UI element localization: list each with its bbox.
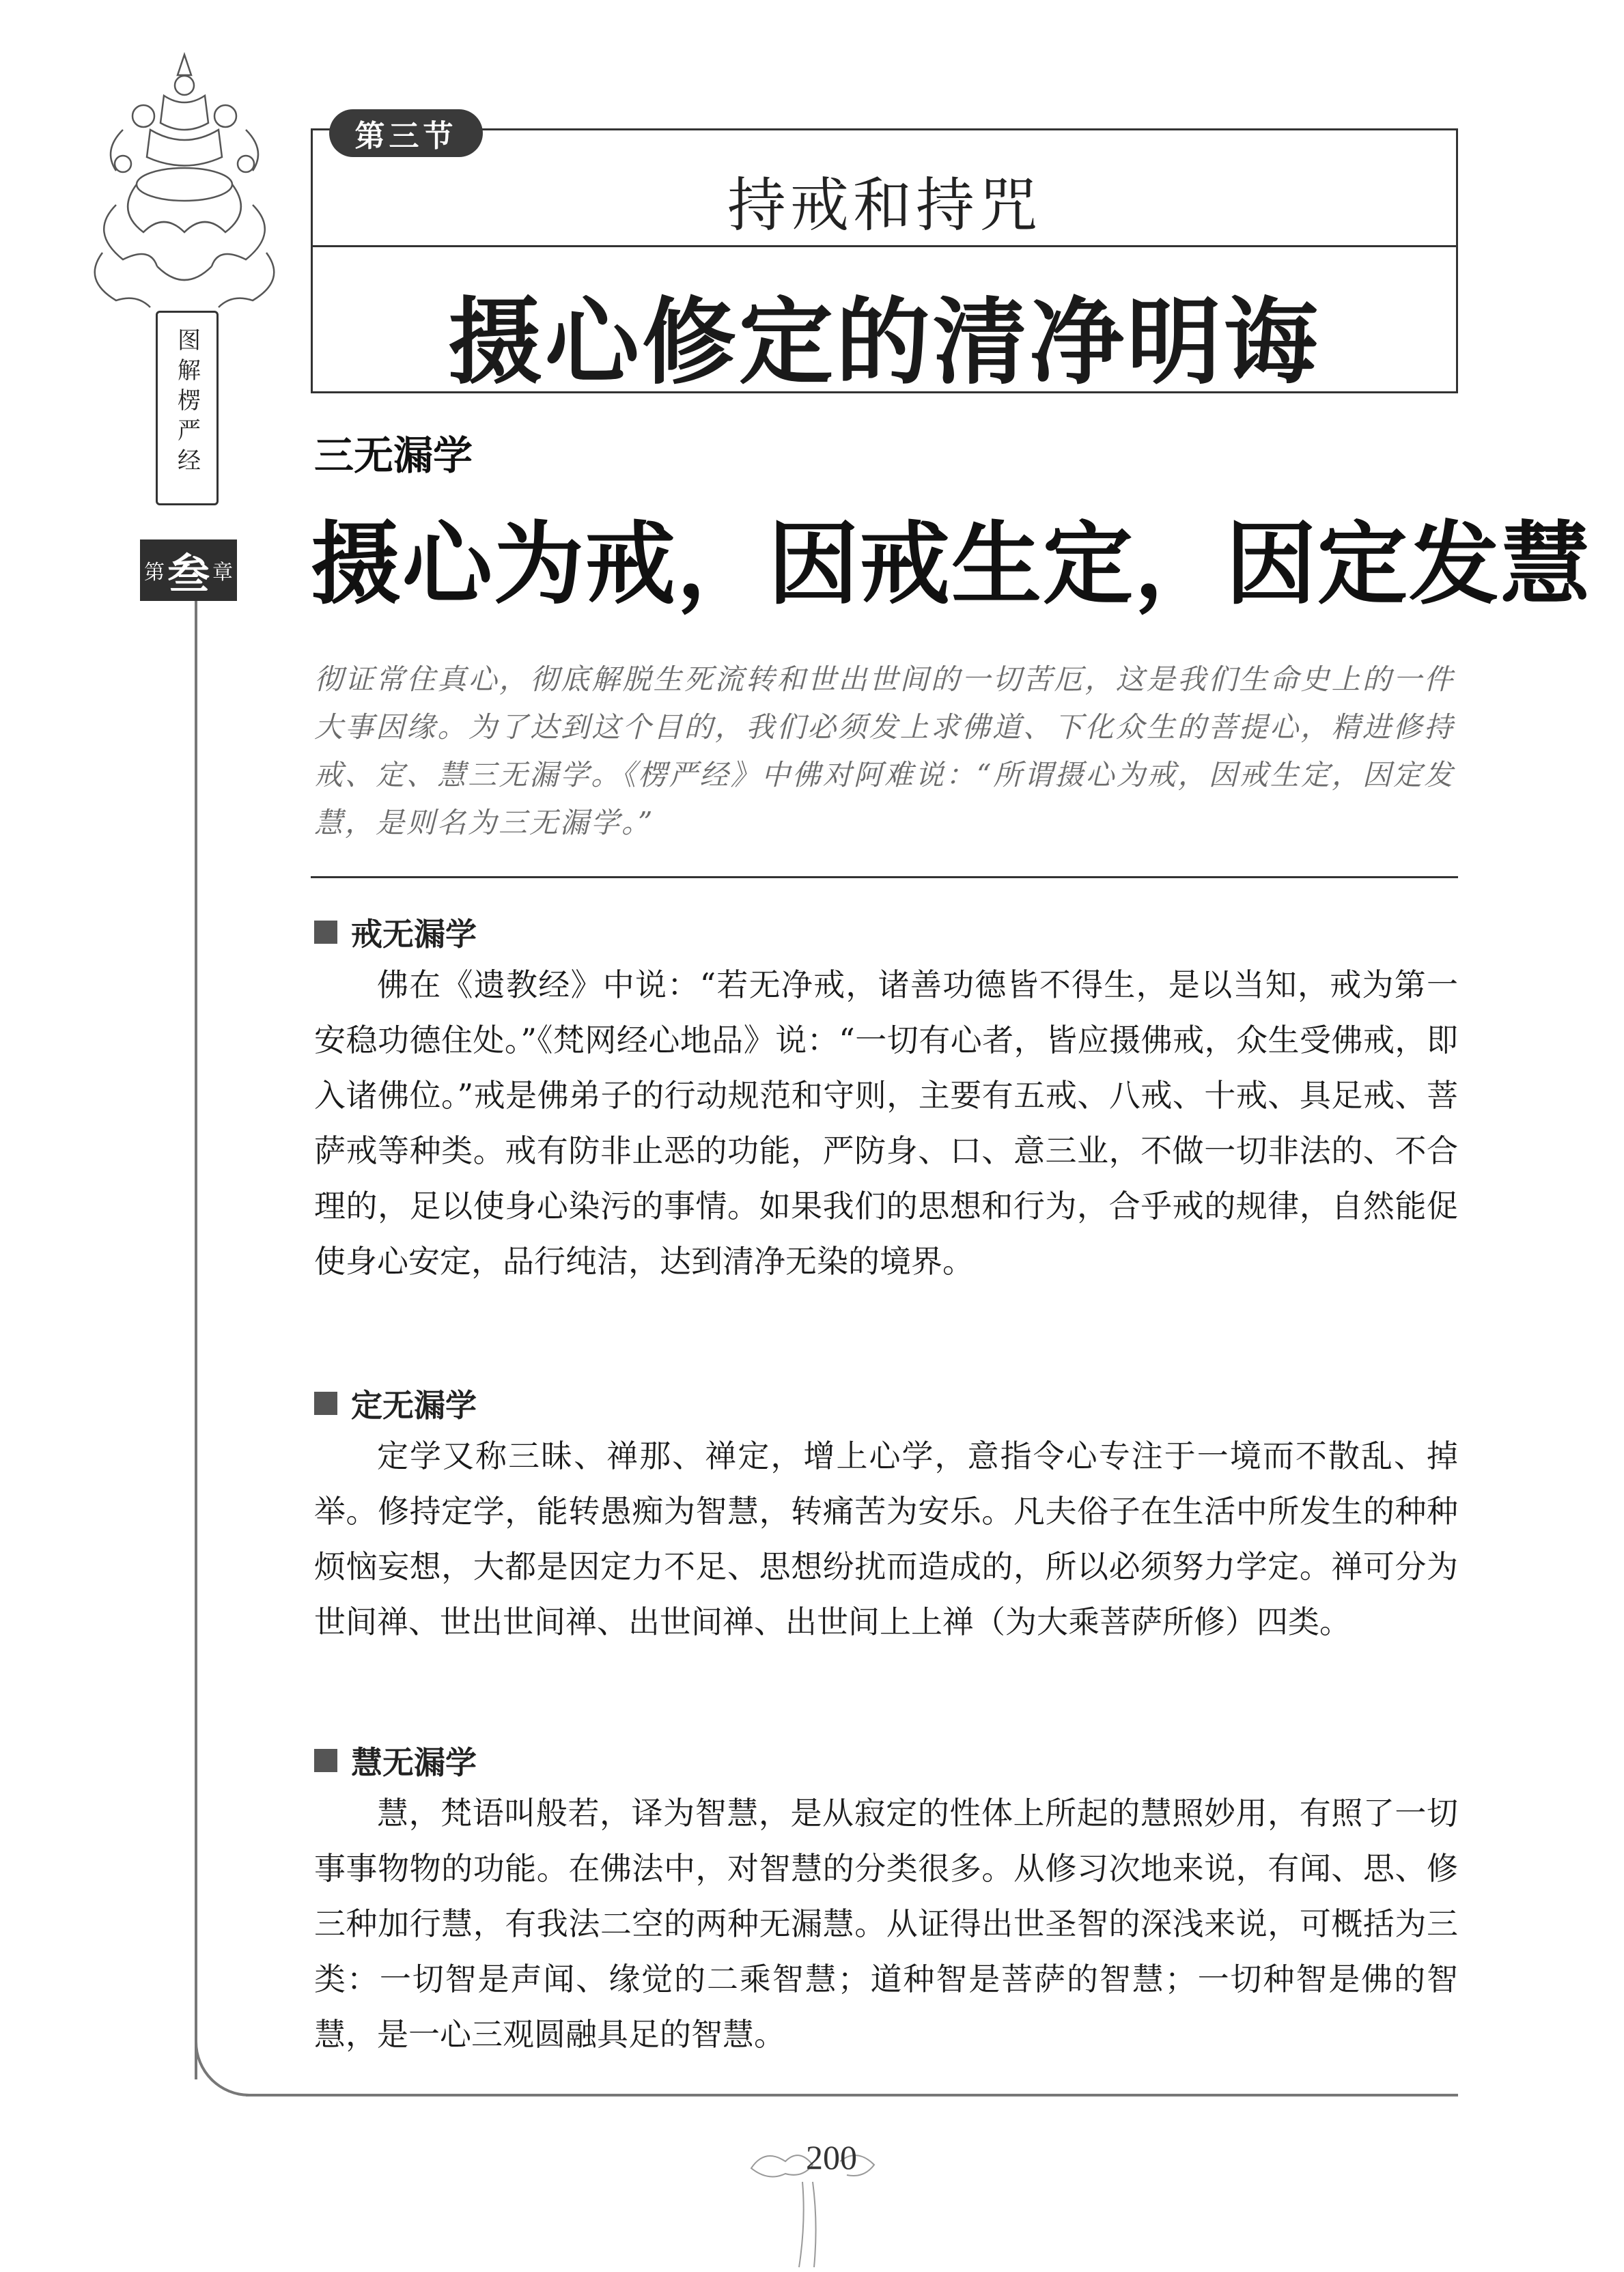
section-heading-text: 定无漏学 xyxy=(351,1387,477,1424)
margin-corner xyxy=(195,2021,249,2096)
square-bullet-icon xyxy=(314,1392,337,1415)
intro-paragraph: 彻证常住真心，彻底解脱生死流转和世出世间的一切苦厄，这是我们生命史上的一件大事因缘。为了达到这个目的，我们必须发上求佛道、下化众生的菩提心，精进修持戒、定、慧三无漏学。《楞严经》中佛对阿难说：“所谓摄心为戒，因戒生定，因定发慧，是则名为三无漏学。” xyxy=(314,662,1455,839)
section-heading-precepts xyxy=(314,910,477,955)
section-badge: 第三节 xyxy=(329,109,483,157)
section-heading-text: 戒无漏学 xyxy=(351,916,477,953)
chapter-prefix: 第 xyxy=(143,561,165,585)
section-paragraph-wisdom: 慧，梵语叫般若，译为智慧，是从寂定的性体上所起的慧照妙用，有照了一切事事物物的功能。在佛法中，对智慧的分类很多。从修习次地来说，有闻、思、修三种加行慧，有我法二空的两种无漏慧。从证得出世圣智的深浅来说，可概括为三类：一切智是声闻、缘觉的二乘智慧；道种智是菩萨的智慧；一切种智是佛的智慧，是一心三观圆融具足的智慧。 xyxy=(314,1795,1458,2053)
section-paragraph-precepts: 佛在《遗教经》中说：“若无净戒，诸善功德皆不得生，是以当知，戒为第一安稳功德住处。”《梵网经心地品》说：“一切有心者，皆应摄佛戒，众生受佛戒，即入诸佛位。”戒是佛弟子的行动规范和守则，主要有五戒、八戒、十戒、具足戒、菩萨戒等种类。戒有防非止恶的功能，严防身、口、意三业，不做一切非法的、不合理的，足以使身心染污的事情。如果我们的思想和行为，合乎戒的规律，自然能促使身心安定，品行纯洁，达到清净无染的境界。 xyxy=(314,966,1458,1280)
margin-rule xyxy=(195,601,197,2079)
footer-rule xyxy=(246,2094,1458,2096)
section-heading-text: 慧无漏学 xyxy=(351,1744,477,1781)
square-bullet-icon xyxy=(314,1749,337,1772)
lead-subheading: 三无漏学 xyxy=(314,432,473,479)
lotus-ornament-icon xyxy=(75,48,294,335)
chapter-tab xyxy=(140,539,237,601)
section-heading-concentration xyxy=(314,1381,477,1426)
chapter-number: 叁 xyxy=(167,548,210,599)
section-main-title: 摄心修定的清净明诲 xyxy=(447,286,1321,397)
section-subtitle: 持戒和持咒 xyxy=(727,171,1041,240)
section-paragraph-concentration: 定学又称三昧、禅那、禅定，增上心学，意指令心专注于一境而不散乱、掉举。修持定学，能转愚痴为智慧，转痛苦为安乐。凡夫俗子在生活中所发生的种种烦恼妄想，大都是因定力不足、思想纷扰而造成的，所以必须努力学定。禅可分为世间禅、世出世间禅、出世间禅、出世间上上禅（为大乘菩萨所修）四类。 xyxy=(314,1437,1458,1640)
book-title-tab xyxy=(156,311,219,505)
square-bullet-icon xyxy=(314,921,337,944)
title-box xyxy=(311,128,1458,397)
section-heading-wisdom xyxy=(314,1738,477,1783)
lead-heading: 摄心为戒，因戒生定，因定发慧 xyxy=(311,511,1592,617)
page-number: 200 xyxy=(806,2138,857,2176)
title-divider xyxy=(313,245,1456,247)
book-title-text: 图解楞严经 xyxy=(173,328,201,478)
intro-rule xyxy=(311,876,1458,878)
chapter-suffix: 章 xyxy=(212,561,233,585)
